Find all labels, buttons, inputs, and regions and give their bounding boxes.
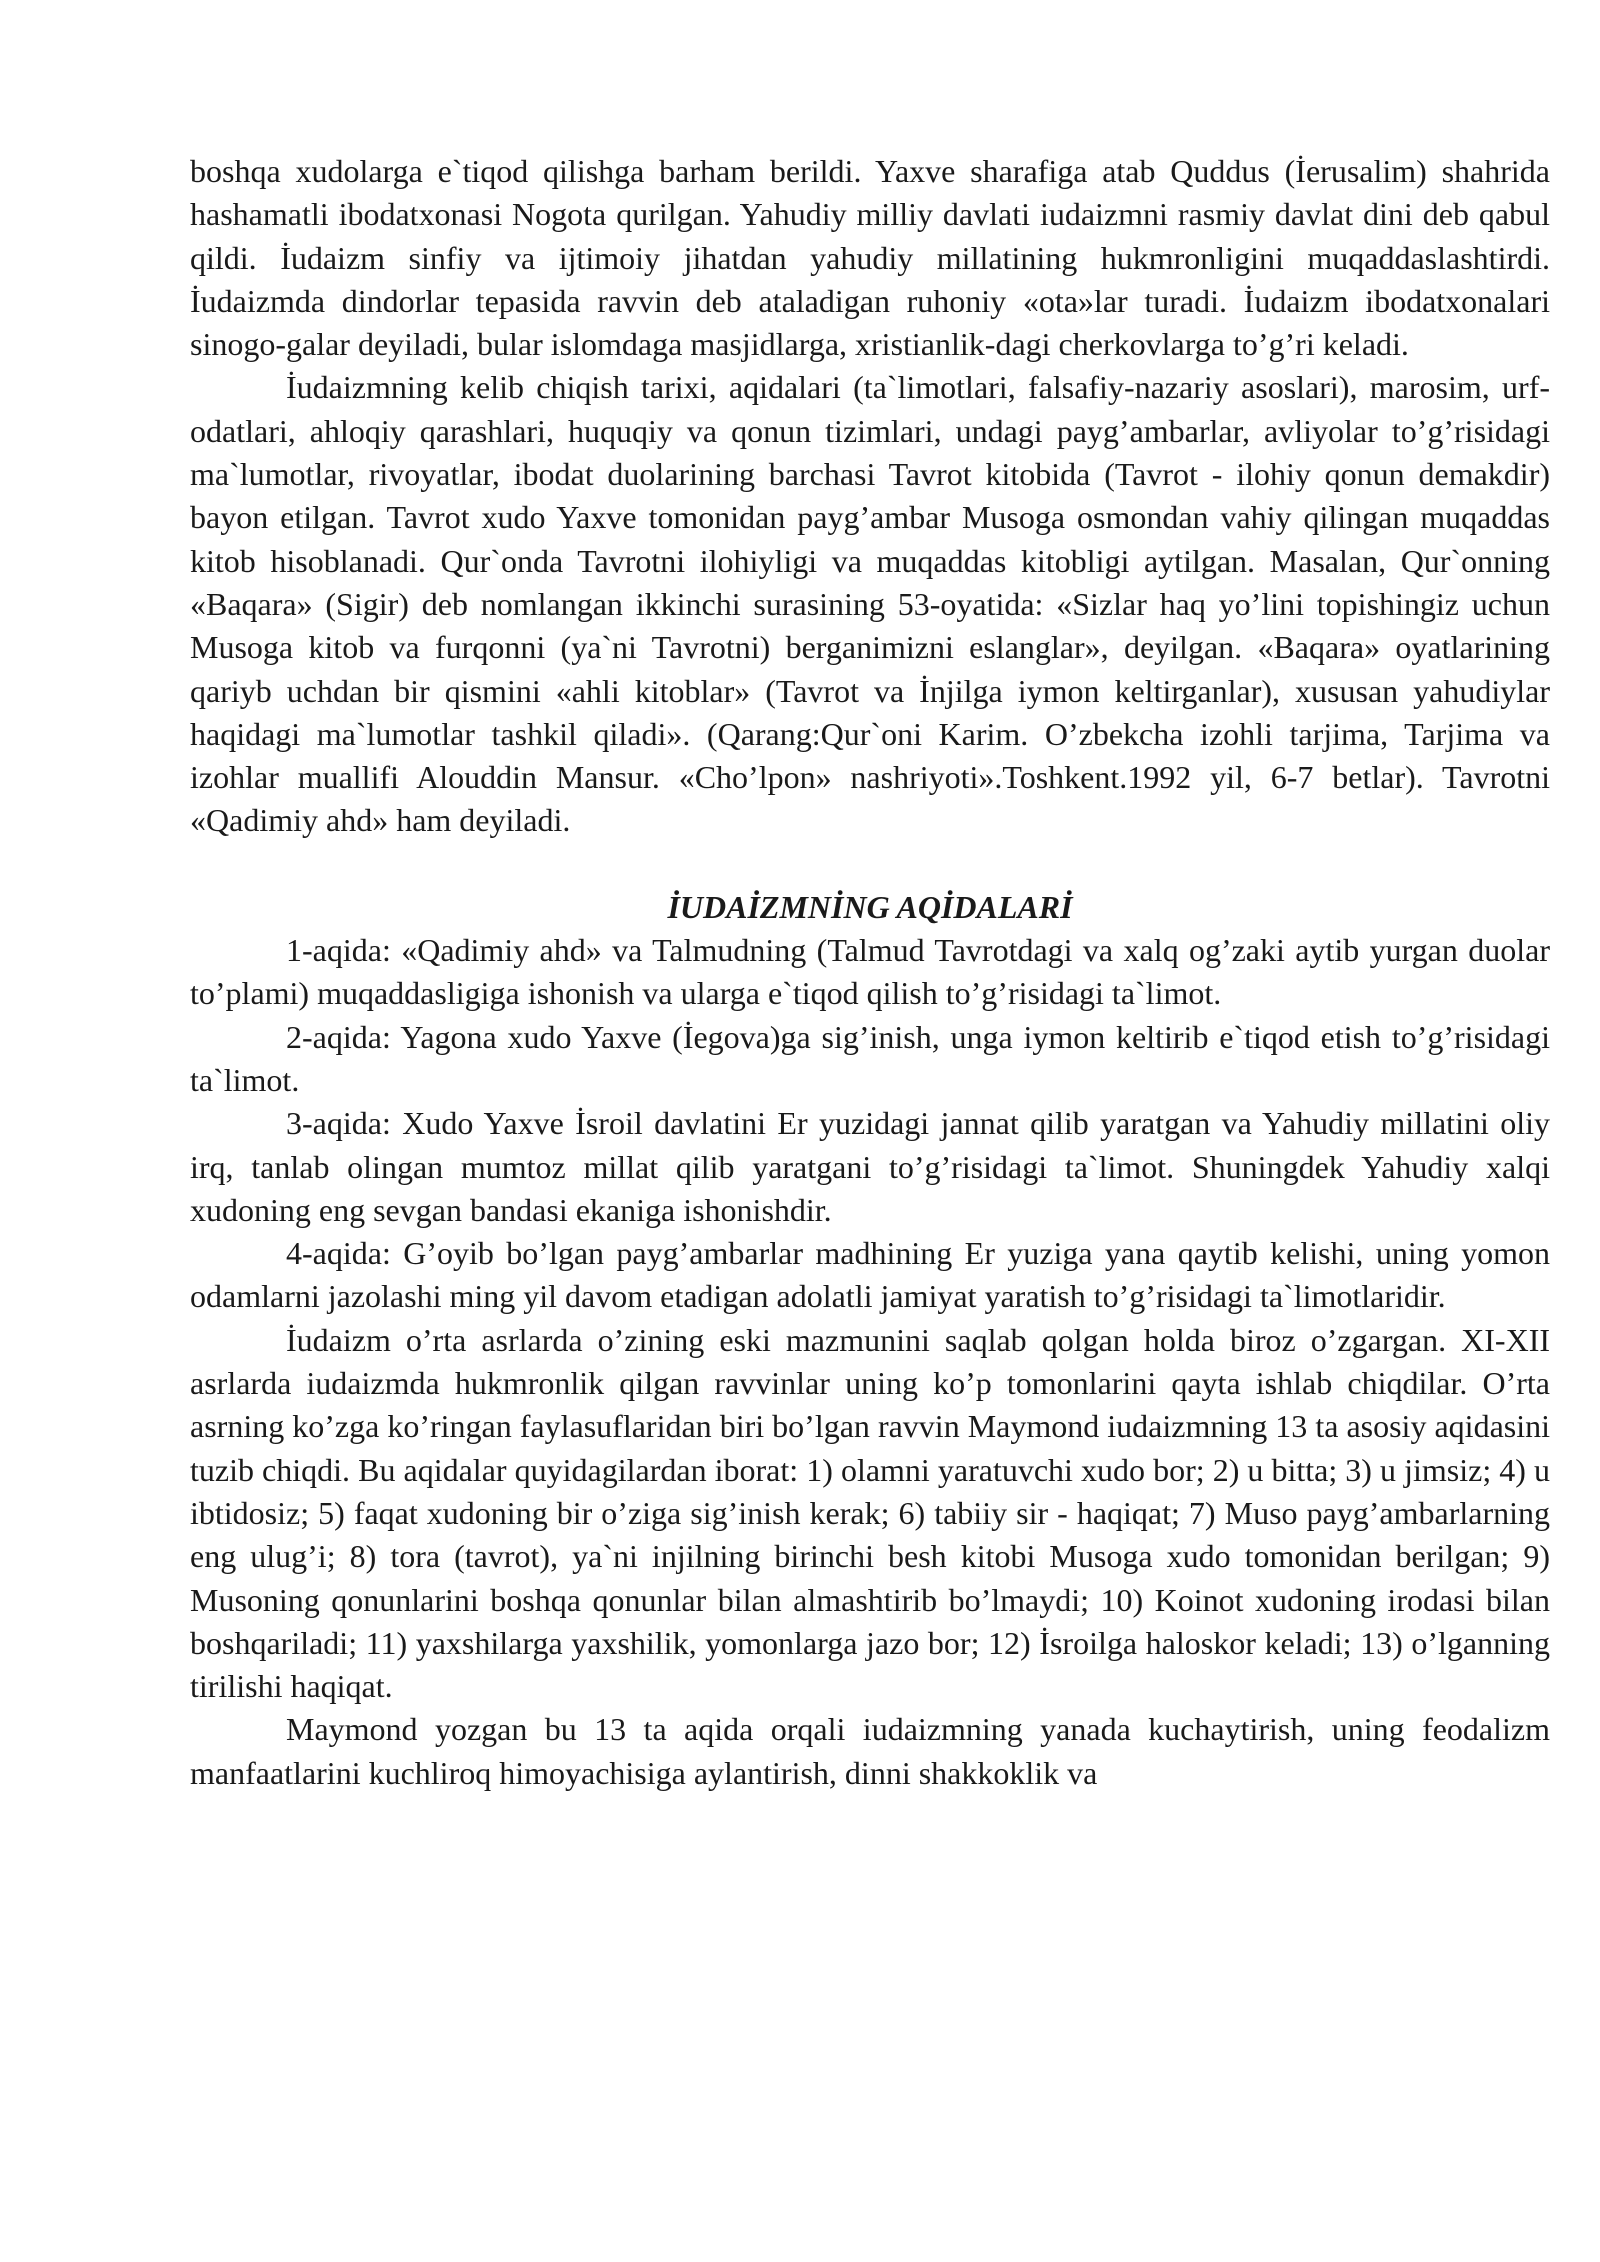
paragraph: 4-aqida: G’oyib bo’lgan payg’ambarlar madhining Er yuziga yana qaytib kelishi, uning yomon odamlarni jazolashi ming yil davom etadigan adolatli jamiyat yaratish to’g’risidagi ta`limotlaridir. <box>190 1235 1550 1315</box>
paragraph: 2-aqida: Yagona xudo Yaxve (İegova)ga sig’inish, unga iymon keltirib e`tiqod etish to’g’risidagi ta`limot. <box>190 1018 1550 1098</box>
paragraph: 1-aqida: «Qadimiy ahd» va Talmudning (Talmud Tavrotdagi va xalq og’zaki aytib yurgan duolar to’plami) muqaddasligiga ishonish va ularga e`tiqod qilish to’g’risidagi ta`limot. <box>190 932 1550 1012</box>
paragraph: 3-aqida: Xudo Yaxve İsroil davlatini Er yuzidagi jannat qilib yaratgan va Yahudiy millatini oliy irq, tanlab olingan mumtoz millat qilib yaratgani to’g’risidagi ta`limot. Shuningdek Yahudiy xalqi xudoning eng sevgan bandasi ekaniga ishonishdir. <box>190 1105 1550 1228</box>
paragraph: boshqa xudolarga e`tiqod qilishga barham berildi. Yaxve sharafiga atab Quddus (İerusalim) shahrida hashamatli ibodatxonasi Nogota qurilgan. Yahudiy milliy davlati iudaizmni rasmiy davlat dini deb qabul qildi. İudaizm sinfiy va ijtimoiy jihatdan yahudiy millatining hukmronligini muqaddaslashtirdi. İudaizmda dindorlar tepasida ravvin deb ataladigan ruhoniy «ota»lar turadi. İudaizm ibodatxonalari sinogo-galar deyiladi, bular islomdaga masjidlarga, xristianlik-dagi cherkovlarga to’g’ri keladi. <box>190 153 1550 363</box>
section-heading: İUDAİZMNİNG AQİDALARİ <box>667 888 1073 925</box>
paragraph: Maymond yozgan bu 13 ta aqida orqali iudaizmning yanada kuchaytirish, uning feodalizm manfaatlarini kuchliroq himoyachisiga aylantirish, dinni shakkoklik va <box>190 1711 1550 1791</box>
document-page <box>190 150 1550 1795</box>
paragraph: İudaizmning kelib chiqish tarixi, aqidalari (ta`limotlari, falsafiy-nazariy asoslari), marosim, urf-odatlari, ahloqiy qarashlari, huquqiy va qonun tizimlari, undagi payg’ambarlar, avliyolar to’g’risidagi ma`lumotlar, rivoyatlar, ibodat duolarining barchasi Tavrot kitobida (Tavrot - ilohiy qonun demakdir) bayon etilgan. Tavrot xudo Yaxve tomonidan payg’ambar Musoga osmondan vahiy qilingan muqaddas kitob hisoblanadi. Qur`onda Tavrotni ilohiyligi va muqaddas kitobligi aytilgan. Masalan, Qur`onning «Baqara» (Sigir) deb nomlangan ikkinchi surasining 53-oyatida: «Sizlar haq yo’lini topishingiz uchun Musoga kitob va furqonni (ya`ni Tavrotni) berganimizni eslanglar», deyilgan. «Baqara» oyatlarining qariyb uchdan bir qismini «ahli kitoblar» (Tavrot va İnjilga iymon keltirganlar), xususan yahudiylar haqidagi ma`lumotlar tashkil qiladi». (Qarang:Qur`oni Karim. O’zbekcha izohli tarjima, Tarjima va izohlar muallifi Alouddin Mansur. «Cho’lpon» nashriyoti».Toshkent.1992 yil, 6-7 betlar). Tavrotni «Qadimiy ahd» ham deyiladi. <box>190 369 1550 839</box>
paragraph: İudaizm o’rta asrlarda o’zining eski mazmunini saqlab qolgan holda biroz o’zgargan. XI-XII asrlarda iudaizmda hukmronlik qilgan ravvinlar uning ko’p tomonlarini qayta ishlab chiqdilar. O’rta asrning ko’zga ko’ringan faylasuflaridan biri bo’lgan ravvin Maymond iudaizmning 13 ta asosiy aqidasini tuzib chiqdi. Bu aqidalar quyidagilardan iborat: 1) olamni yaratuvchi xudo bor; 2) u bitta; 3) u jimsiz; 4) u ibtidosiz; 5) faqat xudoning bir o’ziga sig’inish kerak; 6) tabiiy sir - haqiqat; 7) Muso payg’ambarlarning eng ulug’i; 8) tora (tavrot), ya`ni injilning birinchi besh kitobi Musoga xudo tomonidan berilgan; 9) Musoning qonunlarini boshqa qonunlar bilan almashtirib bo’lmaydi; 10) Koinot xudoning irodasi bilan boshqariladi; 11) yaxshilarga yaxshilik, yomonlarga jazo bor; 12) İsroilga haloskor keladi; 13) o’lganning tirilishi haqiqat. <box>190 1321 1550 1705</box>
